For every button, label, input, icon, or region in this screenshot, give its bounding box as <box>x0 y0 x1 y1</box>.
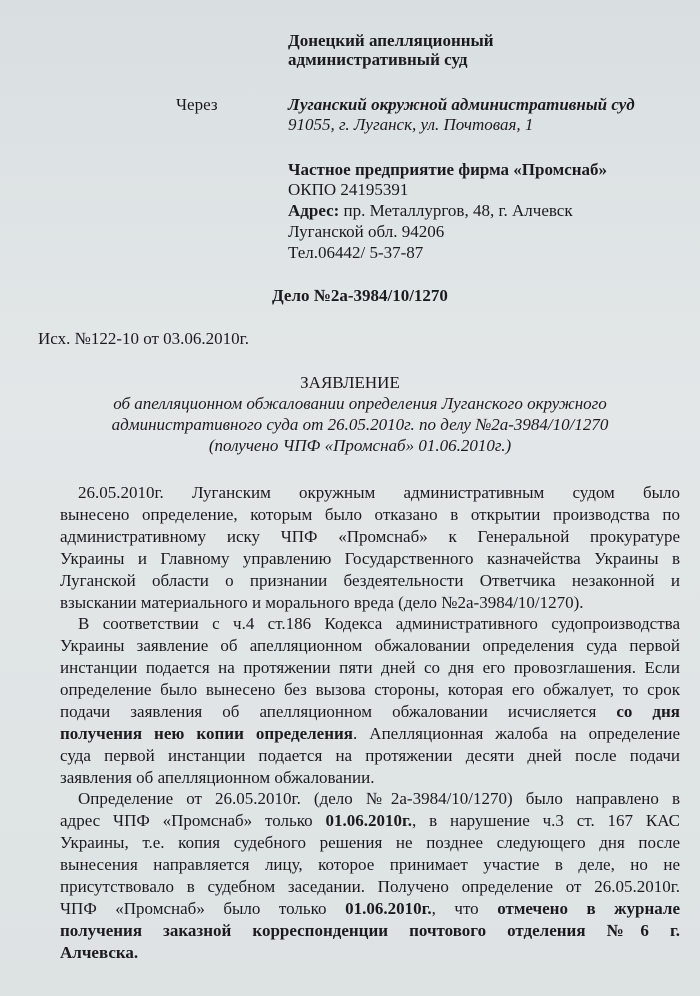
paragraph-2-receipt-bold: получения нею копии определения <box>60 724 354 743</box>
paragraph-3-line: Украины, т.е. копия судебного решения не позднее следующего дня после <box>60 833 680 852</box>
paragraph-3-line: вынесения направляется лицу, которое принимает участие в деле, но не <box>60 855 680 874</box>
paragraph-1-line: административному иску ЧПФ «Промснаб» к Генеральной прокуратуре <box>60 527 680 546</box>
addressee-court-line2: административный суд <box>288 50 468 69</box>
paragraph-2-line: определение было вынесено без вызова стороны, которая его обжалует, то срок <box>60 680 680 699</box>
paragraph-2-line <box>60 701 680 723</box>
paragraph-3 <box>60 788 680 964</box>
paragraph-2 <box>60 613 680 789</box>
via-label: Через <box>176 95 218 114</box>
paragraph-3-received-date: 01.06.2010г. <box>345 899 432 918</box>
statement-subtitle-line3: (получено ЧПФ «Промснаб» 01.06.2010г.) <box>208 436 512 455</box>
sender-address <box>288 201 573 221</box>
sender-okpo: ОКПО 24195391 <box>288 180 409 199</box>
sender-phone: Тел.06442/ 5-37-87 <box>288 243 424 262</box>
paragraph-1-line: 26.05.2010г. Луганским окружным административным судом было <box>78 483 680 502</box>
paragraph-3-city: Алчевска <box>60 943 134 962</box>
statement-subtitle-line1: об апелляционном обжаловании определения Луганского окружного <box>113 394 607 413</box>
statement-title: ЗАЯВЛЕНИЕ <box>300 373 400 392</box>
paragraph-2-line <box>60 723 680 745</box>
case-number: Дело №2а-3984/10/1270 <box>272 286 448 305</box>
paragraph-3-that-text: , что <box>431 899 479 918</box>
sender-name: Частное предприятие фирма «Промснаб» <box>288 160 608 179</box>
paragraph-2-line: инстанции подается на протяжении пяти дней со дня его провозглашения. Если <box>60 658 680 677</box>
paragraph-3-sent-date: 01.06.2010г. <box>325 811 413 830</box>
paragraph-2-receipt-text: . Апелляционная жалоба на определение <box>353 724 681 743</box>
paragraph-3-line: Алчевска. <box>60 943 139 962</box>
paragraph-3-line <box>60 810 680 832</box>
via-address: 91055, г. Луганск, ул. Почтовая, 1 <box>288 115 534 134</box>
outgoing-number: Исх. №122-10 от 03.06.2010г. <box>38 329 249 348</box>
paragraph-2-line: суда первой инстанции подается на протяжении десяти дней после подачи <box>60 746 680 765</box>
sender-address-value: пр. Металлургов, 48, г. Алчевск <box>343 201 573 220</box>
sender-address-label: Адрес: <box>288 201 340 220</box>
paragraph-3-received-text: ЧПФ «Промснаб» было только <box>60 899 327 918</box>
paragraph-1-line: Украины и Главному управлению Государственного казначейства Украины в <box>60 549 680 568</box>
via-court: Луганский окружной административный суд <box>288 95 635 114</box>
paragraph-1 <box>60 482 680 614</box>
paragraph-2-line: заявления об апелляционном обжаловании. <box>60 768 375 787</box>
paragraph-3-violation-text: , в нарушение ч.3 ст. 167 КАС <box>412 811 680 830</box>
paragraph-1-line: Луганской области о признании бездеятельности Ответчика незаконной и <box>60 571 680 590</box>
paragraph-3-line: Определение от 26.05.2010г. (дело №2а-3984/10/1270) было направлено в <box>78 789 680 808</box>
paragraph-3-line <box>60 898 680 920</box>
paragraph-1-line: взыскании материального и морального вреда (дело №2а-3984/10/1270). <box>60 593 584 612</box>
paragraph-2-line: В соответствии с ч.4 ст.186 Кодекса административного судопроизводства <box>78 614 680 633</box>
paragraph-3-line: присутствовало в судебном заседании. Получено определение от 26.05.2010г. <box>60 877 680 896</box>
addressee-court-line1: Донецкий апелляционный <box>288 31 494 50</box>
paragraph-3-line: получения заказной корреспонденции почтового отделения №6 г. <box>60 921 680 940</box>
paragraph-2-term-bold: со дня <box>616 702 681 721</box>
sender-region: Луганской обл. 94206 <box>288 222 445 241</box>
paragraph-2-line: Украины заявление об апелляционном обжаловании определения суда первой <box>60 636 680 655</box>
paragraph-3-sent-text: адрес ЧПФ «Промснаб» только <box>60 811 313 830</box>
statement-subtitle-line2: административного суда от 26.05.2010г. по делу №2а-3984/10/1270 <box>111 415 609 434</box>
paragraph-2-term-text: подачи заявления об апелляционном обжаловании исчисляется <box>60 702 597 721</box>
paragraph-3-journal-bold: отмечено в журнале <box>497 899 680 918</box>
paragraph-1-line: вынесено определение, которым было отказано в открытии производства по <box>60 505 680 524</box>
